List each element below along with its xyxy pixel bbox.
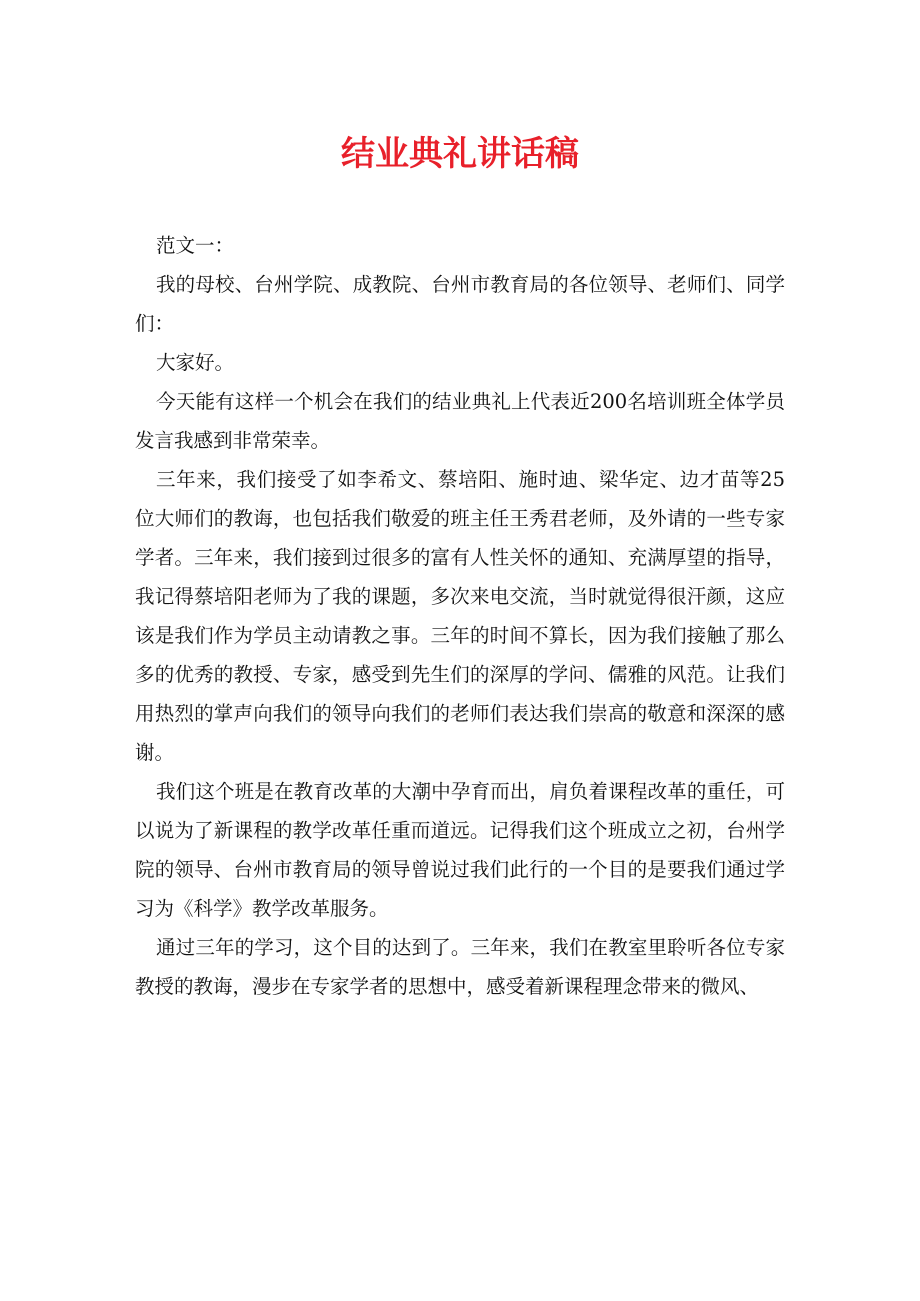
document-title: 结业典礼讲话稿: [341, 134, 579, 174]
paragraph-thanks: 三年来，我们接受了如李希文、蔡培阳、施时迪、梁华定、边才苗等25位大师们的教诲，也包括我们敬爱的班主任王秀君老师，及外请的一些专家学者。三年来，我们接到过很多的富有人性关怀的通知、充满厚望的指导，我记得蔡培阳老师为了我的课题，多次来电交流，当时就觉得很汗颜，这应该是我们作为学员主动请教之事。三年的时间不算长，因为我们接触了那么多的优秀的教授、专家，感受到先生们的深厚的学问、儒雅的风范。让我们用热烈的掌声向我们的领导向我们的老师们表达我们崇高的敬意和深深的感谢。: [135, 468, 785, 764]
paragraph-class-mission: 我们这个班是在教育改革的大潮中孕育而出，肩负着课程改革的重任，可以说为了新课程的教学改革任重而道远。记得我们这个班成立之初，台州学院的领导、台州市教育局的领导曾说过我们此行的一个目的是要我们通过学习为《科学》教学改革服务。: [135, 780, 785, 920]
document-body: [135, 226, 785, 1006]
paragraph-greeting: 大家好。: [156, 351, 235, 374]
paragraph-achievement: 通过三年的学习，这个目的达到了。三年来，我们在教室里聆听各位专家教授的教诲，漫步在专家学者的思想中，感受着新课程理念带来的微风、: [135, 936, 785, 998]
paragraph-address: 我的母校、台州学院、成教院、台州市教育局的各位领导、老师们、同学们：: [135, 273, 785, 335]
paragraph-intro: 今天能有这样一个机会在我们的结业典礼上代表近200名培训班全体学员发言我感到非常荣幸。: [135, 390, 785, 452]
paragraph-salutation-label: 范文一：: [156, 234, 235, 257]
